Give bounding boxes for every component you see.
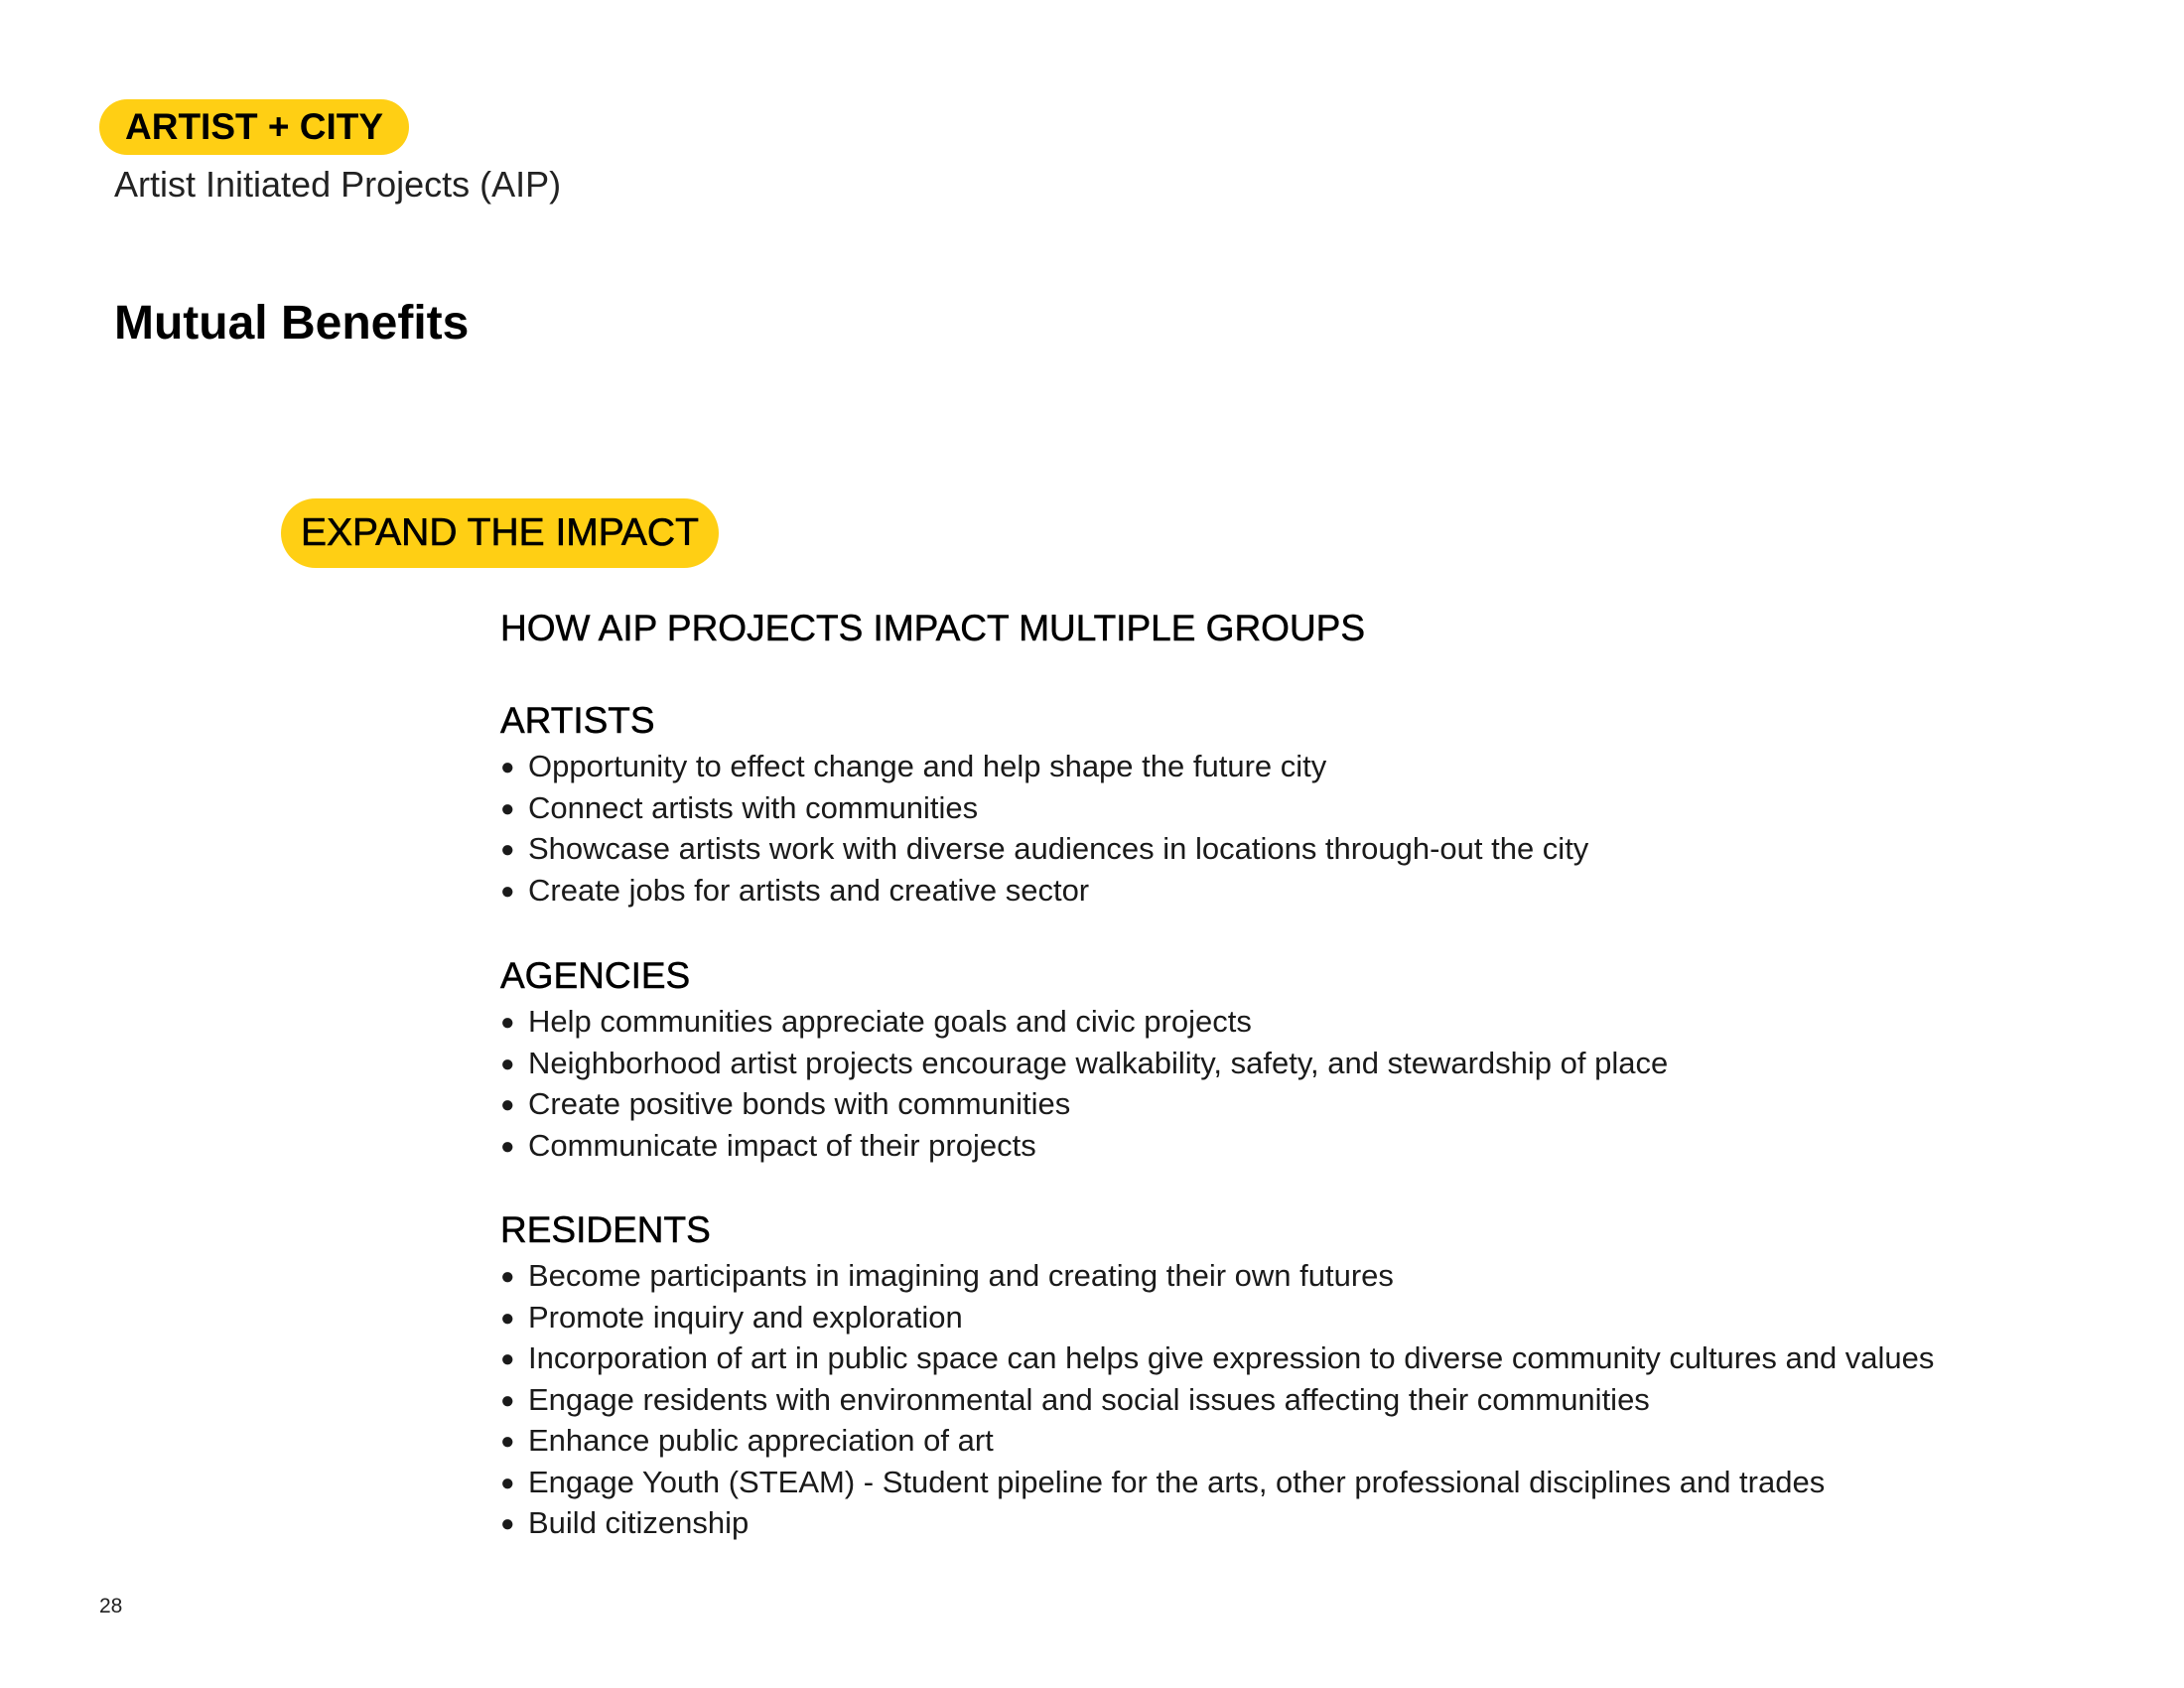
group-title: ARTISTS — [500, 700, 655, 741]
bullet-icon: ● — [500, 877, 515, 905]
bullet-list — [500, 1256, 1934, 1545]
bullet-icon: ● — [500, 1050, 515, 1077]
list-item: ● Build citizenship — [500, 1503, 1934, 1545]
bullet-list — [500, 747, 1588, 912]
bullet-icon: ● — [500, 1263, 515, 1290]
page-title: Mutual Benefits — [114, 297, 470, 350]
page-subtitle: Artist Initiated Projects (AIP) — [114, 164, 562, 205]
bullet-icon: ● — [500, 1428, 515, 1455]
list-item: ● Communicate impact of their projects — [500, 1126, 1668, 1168]
bullet-icon: ● — [500, 1304, 515, 1332]
section-tag: ARTIST + CITY — [99, 99, 409, 155]
list-item: ● Neighborhood artist projects encourage walkability, safety, and stewardship of place — [500, 1044, 1668, 1085]
list-item: ● Connect artists with communities — [500, 788, 1588, 830]
list-item: ● Engage Youth (STEAM) - Student pipeline for the arts, other professional disciplines and trades — [500, 1463, 1934, 1504]
page-number: 28 — [99, 1595, 123, 1618]
group-title: RESIDENTS — [500, 1209, 711, 1250]
list-item: ● Opportunity to effect change and help shape the future city — [500, 747, 1588, 788]
list-item: ● Enhance public appreciation of art — [500, 1421, 1934, 1463]
content-heading: HOW AIP PROJECTS IMPACT MULTIPLE GROUPS — [500, 608, 1366, 648]
bullet-icon: ● — [500, 1009, 515, 1036]
list-item: ● Showcase artists work with diverse audiences in locations through-out the city — [500, 829, 1588, 871]
bullet-icon: ● — [500, 1345, 515, 1372]
bullet-icon: ● — [500, 1132, 515, 1160]
list-item: ● Help communities appreciate goals and civic projects — [500, 1002, 1668, 1044]
bullet-icon: ● — [500, 1469, 515, 1496]
group-agencies — [500, 954, 1668, 1167]
list-item: ● Incorporation of art in public space can helps give expression to diverse community cultures and values — [500, 1338, 1934, 1380]
list-item: ● Become participants in imagining and creating their own futures — [500, 1256, 1934, 1298]
bullet-list — [500, 1002, 1668, 1167]
bullet-icon: ● — [500, 836, 515, 863]
bullet-icon: ● — [500, 1510, 515, 1537]
group-artists — [500, 699, 1588, 912]
bullet-icon: ● — [500, 794, 515, 822]
impact-tag: EXPAND THE IMPACT — [281, 498, 719, 568]
list-item: ● Promote inquiry and exploration — [500, 1298, 1934, 1339]
group-residents — [500, 1208, 1934, 1545]
bullet-icon: ● — [500, 1091, 515, 1118]
list-item: ● Create jobs for artists and creative sector — [500, 871, 1588, 913]
bullet-icon: ● — [500, 1386, 515, 1414]
list-item: ● Create positive bonds with communities — [500, 1084, 1668, 1126]
group-title: AGENCIES — [500, 955, 691, 996]
list-item: ● Engage residents with environmental and social issues affecting their communities — [500, 1380, 1934, 1422]
bullet-icon: ● — [500, 754, 515, 780]
